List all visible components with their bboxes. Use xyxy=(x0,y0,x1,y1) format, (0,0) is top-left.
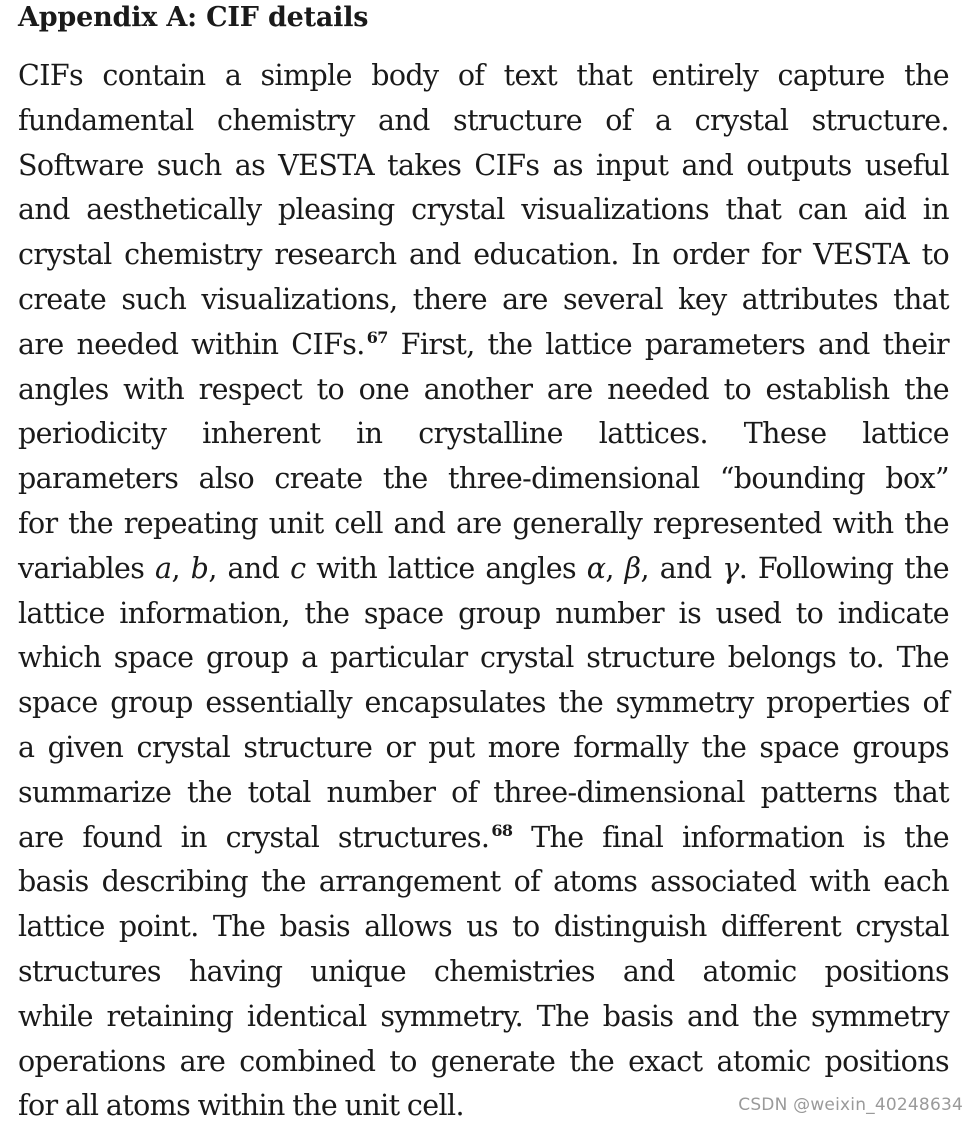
reference-superscript[interactable]: 68 xyxy=(491,821,513,841)
text-fragment: , and xyxy=(208,551,291,585)
text-line xyxy=(18,323,949,368)
text-line: which space group a particular crystal structure belongs to. The xyxy=(18,641,949,675)
text-line: structures having unique chemistries and atomic positions xyxy=(18,954,949,988)
text-line: lattice point. The basis allows us to distinguish different crystal xyxy=(18,910,949,944)
text-fragment: , and xyxy=(640,551,723,585)
text-line: crystal chemistry research and education. In order for VESTA to xyxy=(18,238,949,272)
text-fragment: with lattice angles xyxy=(305,551,587,585)
text-line: while retaining identical symmetry. The basis and the symmetry xyxy=(18,999,949,1033)
text-line: lattice information, the space group number is used to indicate xyxy=(18,596,949,630)
reference-superscript[interactable]: 67 xyxy=(366,328,388,348)
text-fragment: . Following the xyxy=(738,551,950,585)
text-fragment: First, the lattice parameters and their xyxy=(387,327,949,361)
body-paragraph xyxy=(18,54,949,1129)
text-line: periodicity inherent in crystalline lattices. These lattice xyxy=(18,417,949,451)
text-fragment: , xyxy=(171,551,191,585)
text-line: and aesthetically pleasing crystal visualizations that can aid in xyxy=(18,193,949,227)
text-line: CIFs contain a simple body of text that entirely capture the xyxy=(18,59,949,92)
text-line xyxy=(18,816,949,861)
variable-c: c xyxy=(290,551,306,585)
text-fragment: The final information is the xyxy=(512,820,949,854)
variable-alpha: α xyxy=(586,551,606,585)
text-fragment: are needed within CIFs. xyxy=(18,327,365,361)
document-page xyxy=(18,0,949,1129)
text-line: a given crystal structure or put more formally the space groups xyxy=(18,730,949,764)
variable-a: a xyxy=(155,551,172,585)
text-line: for the repeating unit cell and are generally represented with the xyxy=(18,506,949,540)
variable-beta: β xyxy=(624,551,641,585)
variable-gamma: γ xyxy=(722,551,739,585)
text-line: space group essentially encapsulates the symmetry properties of xyxy=(18,686,949,720)
text-line: angles with respect to one another are needed to establish the xyxy=(18,372,949,406)
text-line: summarize the total number of three-dimensional patterns that xyxy=(18,775,949,809)
watermark: CSDN @weixin_40248634 xyxy=(738,1095,963,1115)
text-line: fundamental chemistry and structure of a crystal structure. xyxy=(18,103,949,137)
text-line: operations are combined to generate the exact atomic positions xyxy=(18,1044,949,1078)
text-fragment: , xyxy=(605,551,625,585)
text-line: basis describing the arrangement of atoms associated with each xyxy=(18,865,949,899)
text-line: create such visualizations, there are several key attributes that xyxy=(18,282,949,316)
text-fragment: are found in crystal structures. xyxy=(18,820,490,854)
text-line: Software such as VESTA takes CIFs as input and outputs useful xyxy=(18,148,949,182)
text-line: for all atoms within the unit cell. xyxy=(18,1089,465,1123)
text-fragment: variables xyxy=(18,551,156,585)
text-line: parameters also create the three-dimensional “bounding box” xyxy=(18,462,949,496)
text-line xyxy=(18,547,949,592)
variable-b: b xyxy=(190,551,209,585)
section-heading: Appendix A: CIF details xyxy=(18,2,369,33)
